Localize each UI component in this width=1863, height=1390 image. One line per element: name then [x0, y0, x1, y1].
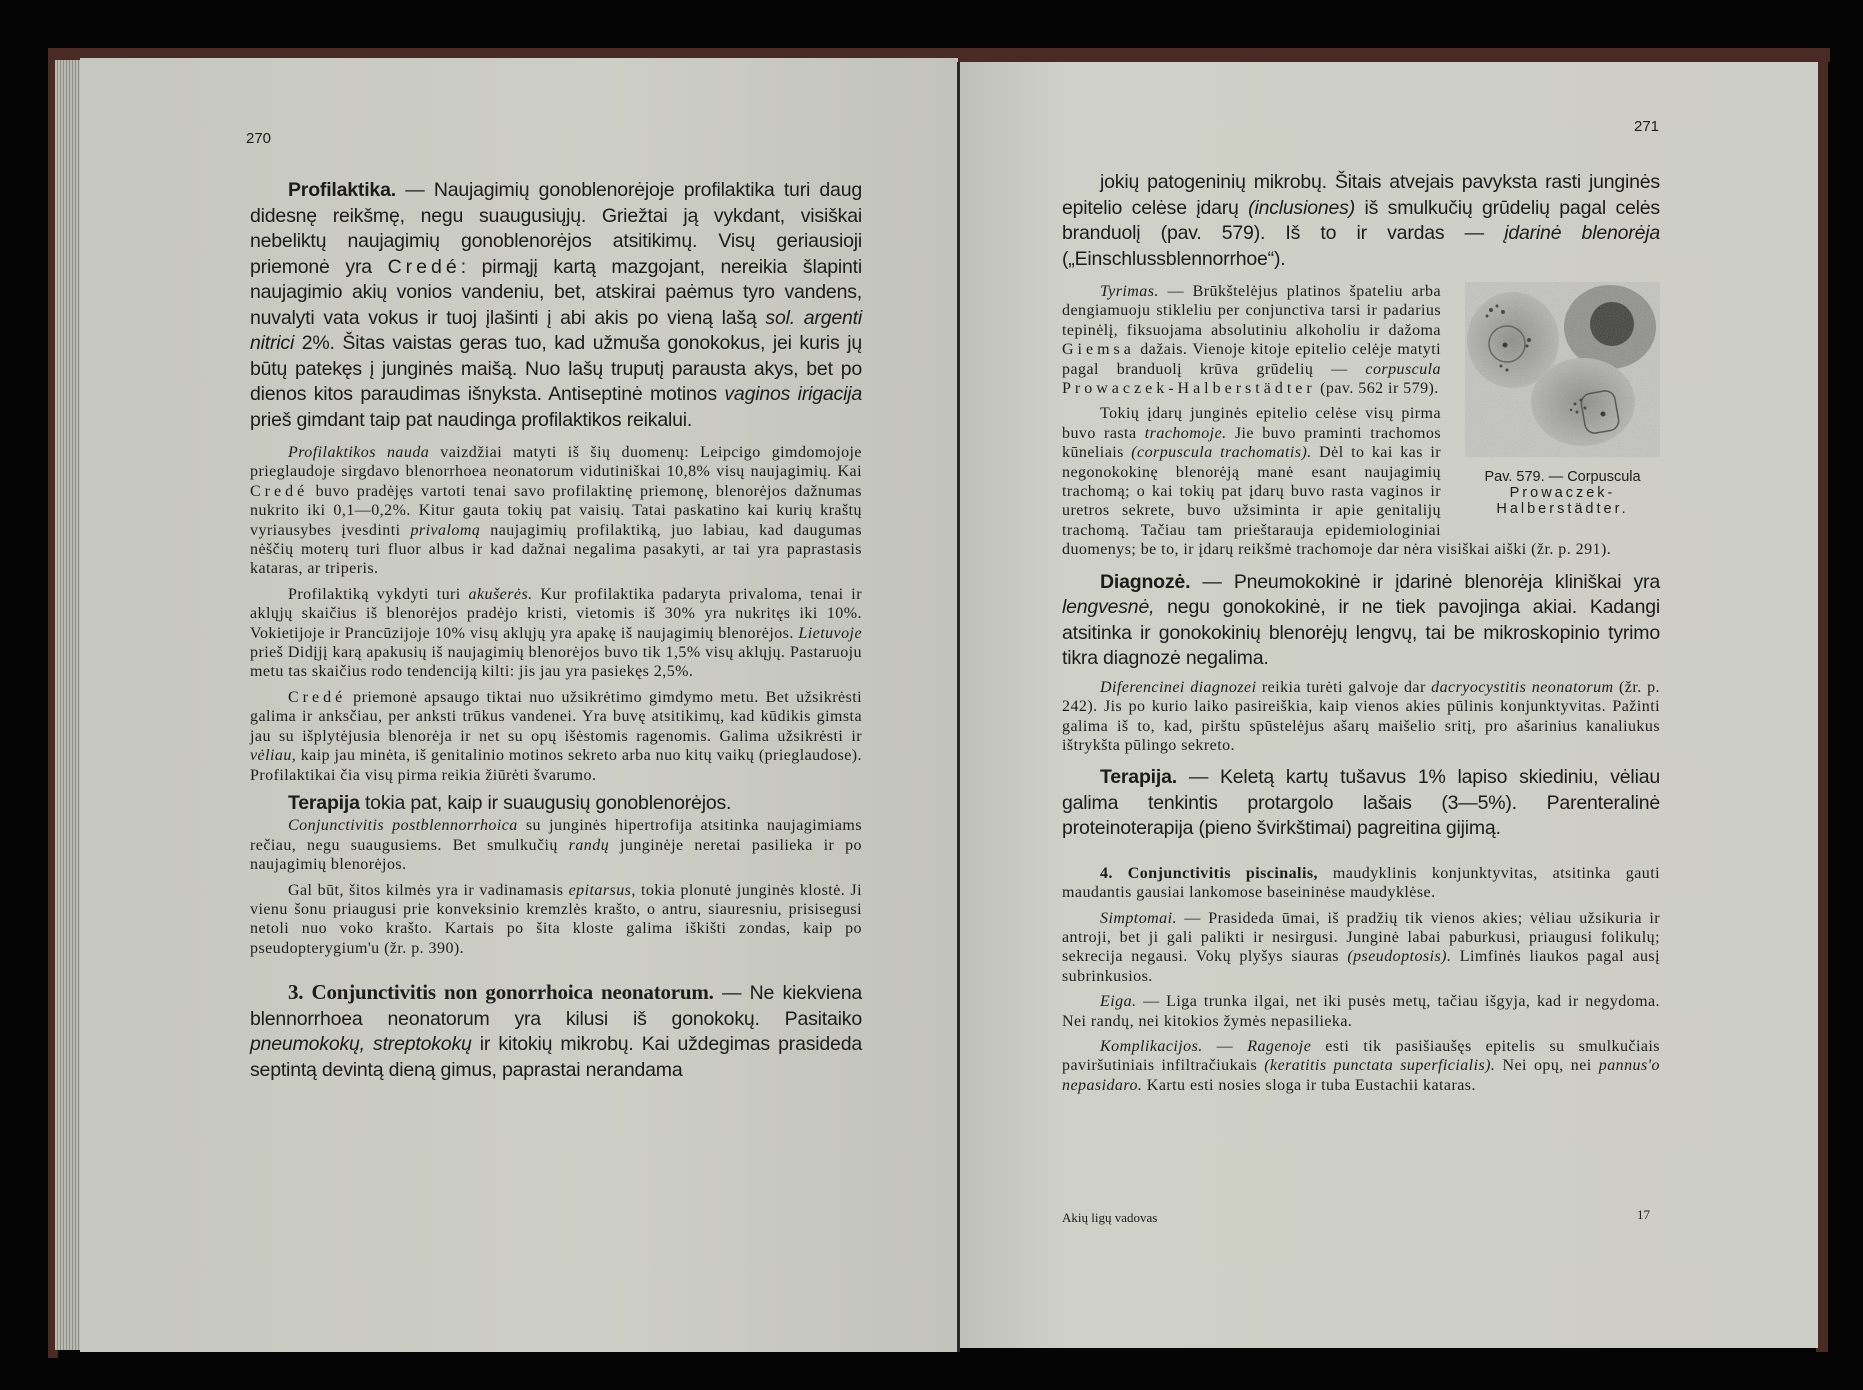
text-segment-italic: pannus'o nepasidaro.	[1062, 1057, 1660, 1094]
text-segment: Kur profilaktika padaryta privaloma, tenai ir aklųjų skaičius iš blenorėjos pradėjo kristi, vietomis iš 30% yra nukritęs iki 10%. Vokietijoje ir Prancūzijoje 10% visų aklųjų yra apakę iš naujagimių blenorėjos.	[250, 585, 862, 642]
text-segment-italic: akušerės.	[468, 585, 533, 603]
text-segment-spaced: Credé	[250, 482, 309, 500]
text-segment-italic: randų	[568, 836, 610, 854]
text-segment-bold: Terapija	[288, 791, 360, 814]
text-segment-bold: Profilaktika.	[288, 179, 396, 201]
text-segment: prieš Didįjį karą apakusių iš naujagimių blenorėjos buvo tik 1,5% visų aklųjų. Pastaruoju metu tas skaičius rodo tendenciją kilti: jis jau yra pasiekęs 2,5%.	[250, 644, 862, 681]
text-segment-italic: Ragenoje	[1247, 1038, 1312, 1056]
text-segment-italic: Komplikacijos.	[1100, 1038, 1203, 1056]
text-segment: (žr. p. 242). Jis po kurio laiko pasireiškia, kaip vienos akies pūlinis konjunktyvitas. Pažinti galima iš to, kad, pirštu spūstelėjus ašarų maišelio sritį, pro ašarinius kanaliukus ištrykšta pūlingo sekreto.	[1062, 678, 1660, 754]
text-segment: — Liga trunka ilgai, net iki pusės metų, tačiau išgyja, kad ir negydoma. Nei randų, nei kitokios žymės nepasilieka.	[1062, 993, 1660, 1030]
text-segment: negu gonokokinė, ir ne tiek pavojinga akiai. Kadangi atsitinka ir gonokokinių blenorėjų lengvų, tai be mikroskopinio tyrimo tikra diagnozė negalima.	[1062, 596, 1660, 670]
text-segment: vaizdžiai matyti iš šių duomenų: Leipcigo gimdomojoje prieglaudoje sirgdavo blenorrhoea neonatorum vidutiniškai 10,8% visų naujagimių. Kai	[250, 444, 862, 481]
paragraph-diferencinei-diagnozei	[1062, 678, 1660, 756]
paragraph-terapija	[250, 791, 862, 817]
text-segment: („Einschlussblennorrhoe“).	[1062, 247, 1286, 270]
left-page-number: 270	[246, 130, 272, 147]
text-segment-italic: epitarsus,	[568, 881, 636, 899]
text-segment: iš smulkučių grūdelių pagal celės branduolį (pav. 579). Iš to ir vardas —	[1062, 196, 1660, 244]
text-segment-italic: corpuscula	[1365, 360, 1441, 378]
text-segment: buvo pradėjęs vartoti tenai savo profilaktinę priemonę, blenorėjos dažnumas nukrito iki 0,1—0,2%. Kitur gauta tokių pat vaisių. Tatai paskatino kai kurių kraštų vyriausybes įvesdinti	[250, 482, 862, 539]
text-segment-spaced: Giemsa	[1062, 341, 1135, 359]
text-segment: kaip jau minėta, iš genitalinio motinos sekreto arba nuo kitų vaikų (prieglaudose). Profilaktikai čia visų pirma reikia žiūrėti švarumo.	[250, 747, 862, 784]
text-segment: prieš gimdant taip pat naudinga profilaktikos reikalui.	[250, 408, 693, 431]
text-segment: — Brūkštelėjus platinos špateliu arba dengiamuoju stikleliu per conjunctiva tarsi ir padarius tepinėlį, fiksuojama absolutiniu alkoholiu ir dažoma	[1062, 283, 1441, 339]
text-segment: Jie buvo praminti trachomos kūneliais	[1062, 424, 1441, 462]
text-segment-italic: Profilaktikos nauda	[288, 444, 430, 461]
microscopy-image	[1465, 282, 1660, 457]
paragraph-diagnoze	[1062, 570, 1660, 672]
text-segment-italic: pneumokokų, streptokokų	[250, 1033, 472, 1056]
figure-579	[1465, 282, 1660, 517]
text-segment-spaced: Credé	[288, 688, 347, 706]
text-segment-italic: Eiga.	[1100, 993, 1137, 1011]
text-segment-italic: dacryocystitis neonatorum	[1431, 678, 1614, 696]
text-segment: reikia turėti galvoje dar	[1256, 678, 1432, 696]
text-segment: junginėje neretai pasilieka ir po naujagimių blenorėjos.	[250, 836, 862, 874]
text-segment: — Ne kiekviena blennorrhoea neonatorum yra kilusi iš gonokokų. Pasitaiko	[250, 982, 862, 1030]
text-segment-italic: vėliau,	[250, 747, 297, 765]
book-spine	[957, 62, 960, 1352]
paragraph-akuseres	[250, 585, 862, 682]
figure-caption-line-2: Prowaczek-Halberstädter.	[1496, 485, 1629, 517]
paragraph-inclusiones	[1062, 170, 1660, 272]
text-segment-italic: (keratitis punctata superficialis).	[1264, 1057, 1496, 1075]
paragraph-profilaktikos-nauda	[250, 443, 862, 579]
text-segment-italic: įdarinė blenorėja	[1504, 222, 1660, 244]
text-segment-italic: lengvesnė,	[1062, 596, 1155, 619]
text-segment-italic: privalomą	[410, 521, 481, 539]
text-segment-italic: (pseudoptosis).	[1347, 948, 1452, 966]
right-page-number: 271	[1634, 118, 1660, 135]
section-heading-4-piscinalis	[1062, 864, 1660, 903]
text-segment-bold: 4. Conjunctivitis piscinalis,	[1100, 864, 1318, 882]
text-segment: — Naujagimių gonoblenorėjoje profilaktika turi daug didesnę reikšmę, negu suaugusiųjų. Griežtai ją vykdant, visiškai nebeliktų naujagimių gonoblenorėjos atsitikimų. Visų geriausioji priemonė yra	[250, 179, 862, 278]
text-segment: jokių patogeninių mikrobų. Šitais atvejais pavyksta rasti junginės epitelio celėse įdarų	[1062, 171, 1660, 219]
text-segment: Limfinės liaukos pagal ausį subrinkusios.	[1062, 948, 1660, 985]
text-segment: Tokių įdarų junginės epitelio celėse visų pirma buvo rasta	[1062, 405, 1441, 442]
text-segment: —	[1202, 1038, 1248, 1056]
paragraph-epitarsus	[250, 881, 862, 959]
text-segment-italic: Simptomai.	[1100, 909, 1177, 927]
text-segment: : pirmąjį kartą mazgojant, nereikia šlapinti naujagimio akių vonios vandeniu, bet, atskirai paėmus tyro vandens, nuvalyti vata vokus ir tuoj įlašinti į abi akis po vieną lašą	[250, 255, 862, 329]
text-segment: ir kitokių mikrobų. Kai uždegimas prasideda septintą devintą dieną gimus, paprastai nerandama	[250, 1033, 862, 1081]
text-segment: maudyklinis konjunktyvitas, atsitinka gauti maudantis gausiai lankomose baseininėse maudyklėse.	[1062, 864, 1660, 902]
text-segment-italic: (corpuscula trachomatis).	[1131, 444, 1312, 462]
footer-book-title: Akių ligų vadovas	[1062, 1210, 1158, 1225]
paragraph-crede	[250, 688, 862, 785]
text-segment: dažais. Vienoje kitoje epitelio celėje matyti pagal branduolį krūva grūdelių —	[1062, 341, 1441, 378]
paragraph-simptomai	[1062, 909, 1660, 987]
paragraph-terapija-right	[1062, 765, 1660, 842]
text-segment: naujagimių profilaktiką, juo labiau, kad daugumas nėščių moterų turi fluor albus ir kad dažnai negalima pasakyti, ar tai yra paprastasis kataras, ar triperis.	[250, 521, 862, 578]
text-segment: Profilaktiką vykdyti turi	[288, 585, 469, 603]
text-segment: — Prasideda ūmai, iš pradžių tik vienos akies; vėliau užsikuria ir antroji, bet ji gali palikti ir nesirgusi. Junginė labai paburkusi, priaugusi folikulų; sekrecija negausi. Vokų plyšys siauras	[1062, 909, 1660, 966]
text-segment-italic: Diferencinei diagnozei	[1100, 678, 1257, 696]
text-segment: 2%. Šitas vaistas geras tuo, kad užmuša gonokokus, jei kuris jų būtų patekęs į junginės maišą. Nuo lašų truputį parausta akys, bet po dienos kitos paraudimas išnyksta. Antiseptinė motinos	[250, 332, 862, 405]
text-segment-spaced: Credé	[387, 255, 461, 278]
text-segment: — Keletą kartų tušavus 1% lapiso skiediniu, vėliau galima tenkintis protargolo lašais (3—5%). Parenteralinė proteinoterapija (pieno švirkštimai) pagreitina gijimą.	[1062, 766, 1660, 840]
text-segment: esti tik pasišiaušęs epitelis su smulkučiais paviršutiniais infiltračiukais	[1062, 1038, 1660, 1075]
text-segment-spaced: Prowaczek-Halberstädter	[1062, 380, 1316, 398]
text-segment-italic: trachomoje.	[1144, 424, 1227, 442]
left-page-text	[250, 178, 862, 1083]
footer-signature-number: 17	[1637, 1207, 1650, 1222]
text-segment-bold: Diagnozė.	[1100, 570, 1191, 593]
paragraph-postblennorrhoica	[250, 816, 862, 874]
right-page-text	[1062, 170, 1660, 1095]
page-stack-edge	[55, 60, 81, 1350]
text-segment-italic: sol. argenti nitrici	[250, 306, 862, 354]
text-segment: Kartu esti nosies sloga ir tuba Eustachii kataras.	[1142, 1076, 1476, 1094]
text-segment: Gal būt, šitos kilmės yra ir vadinamasis	[288, 881, 569, 899]
text-segment-italic: Tyrimas.	[1100, 283, 1159, 300]
text-segment-bold: Terapija.	[1100, 766, 1177, 789]
figure-caption	[1465, 469, 1660, 517]
text-segment: (pav. 562 ir 579).	[1315, 380, 1439, 398]
text-segment-italic: Conjunctivitis postblennorrhoica	[288, 817, 518, 835]
text-segment: tokia plonutė junginės klostė. Ji vienu šonu priaugusi prie konveksinio kremzlės krašto, o antru, siauresniu, prisisegusi netoli nuo voko krašto. Kartais po šita kloste galima iškišti zondas, kaip po pseudopterygium'u (žr. p. 390).	[250, 881, 862, 957]
section-heading-3-non-gonorrhoica	[250, 980, 862, 1083]
text-segment: priemonė apsaugo tiktai nuo užsikrėtimo gimdymo metu. Bet užsikrėsti galima ir anksčiau, per anksti trūkus vandenei. Yra buvę atsitikimų, kad kūdikis gimsta jau su išplytėjusia blenorėja ir net su opų išėstomis ragenomis. Galima užsikrėsti ir	[250, 688, 862, 745]
text-segment: su junginės hipertrofija atsitinka naujagimiams rečiau, negu suaugusiems. Bet smulkučių	[250, 817, 863, 854]
text-segment: — Pneumokokinė ir įdarinė blenorėja kliniškai yra	[1190, 570, 1660, 593]
text-segment-italic: vaginos irigacija	[724, 383, 862, 405]
text-segment: tokia pat, kaip ir suaugusių gonoblenorėjos.	[359, 791, 732, 814]
text-segment-italic: Lietuvoje	[798, 624, 862, 642]
paragraph-komplikacijos	[1062, 1037, 1660, 1095]
text-segment-italic: (inclusiones)	[1248, 196, 1356, 219]
text-segment-bold-heading: 3. Conjunctivitis non gonorrhoica neonatorum.	[288, 980, 714, 1005]
paragraph-profilaktika	[250, 178, 862, 433]
figure-caption-line-1: Pav. 579. — Corpuscula	[1484, 469, 1641, 485]
text-segment: Nei opų, nei	[1495, 1057, 1599, 1075]
text-segment: Dėl to kai kas ir negonokokinę blenorėją manė esant naujagimių trachomą; o kai tokių pat įdarų buvo rasta vaginos ir uretros sekrete, buvo užsiminta ir apie genitalijų trachomą. Tačiau tam prieštarauja epidemiologiniai duomenys; be to, ir įdarų reikšmė trachomoje dar nėra visiškai aiški (žr. p. 291).	[1062, 444, 1612, 559]
paragraph-eiga	[1062, 992, 1660, 1031]
